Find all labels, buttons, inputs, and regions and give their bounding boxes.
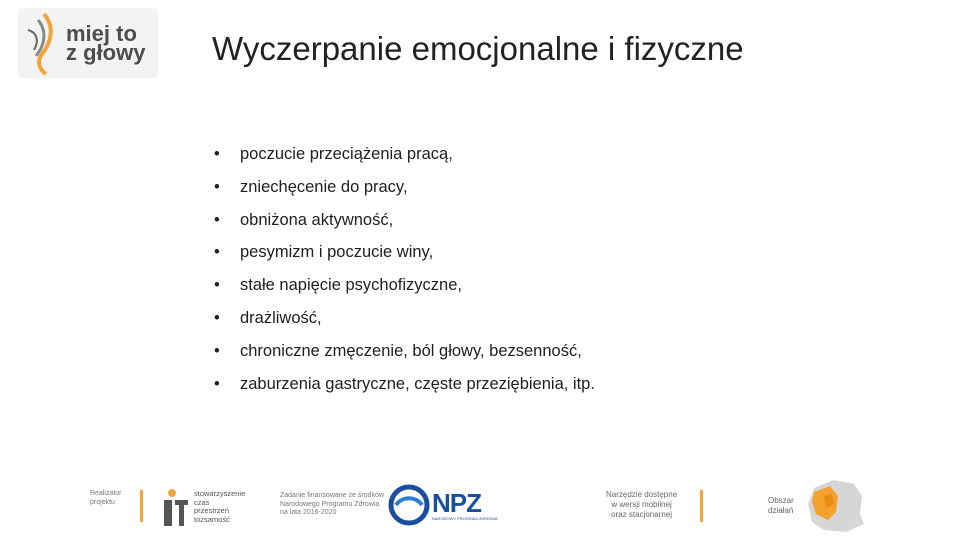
list-item-text: drażliwość, — [240, 308, 322, 327]
realizator-label: Realizator projektu — [90, 490, 122, 506]
list-item-text: stałe napięcie psychofizyczne, — [240, 276, 462, 295]
list-item-text: obniżona aktywność, — [240, 210, 394, 229]
list-item — [214, 375, 595, 408]
npz-logo-text: NPZ — [432, 488, 481, 518]
list-item — [214, 178, 595, 211]
miej-to-z-glowy-logo — [18, 8, 158, 78]
list-item — [214, 309, 595, 342]
page-title: Wyczerpanie emocjonalne i fizyczne — [212, 30, 744, 67]
list-item — [214, 145, 595, 178]
obszar-label: Obszar działań — [768, 496, 794, 515]
divider — [700, 490, 703, 522]
bullet-dot: • — [214, 177, 220, 196]
list-item-text: poczucie przeciążenia pracą, — [240, 145, 453, 163]
npz-emblem-icon — [388, 484, 430, 526]
list-item-text: zaburzenia gastryczne, częste przeziębienia, itp. — [240, 374, 595, 393]
bullet-dot: • — [214, 308, 220, 327]
npz-subtitle: NARODOWY PROGRAM ZDROWIA — [432, 516, 498, 521]
bullet-dot: • — [214, 374, 220, 393]
bullet-dot: • — [214, 210, 220, 229]
bullet-dot: • — [214, 145, 220, 163]
bullet-dot: • — [214, 341, 220, 360]
bullet-list — [214, 145, 595, 407]
list-item-text: pesymizm i poczucie winy, — [240, 243, 434, 262]
list-item — [214, 211, 595, 244]
list-item-text: chroniczne zmęczenie, ból głowy, bezsenność, — [240, 341, 582, 360]
finansowanie-label: Zadanie finansowane ze środków Narodowego Programu Zdrowia na lata 2016-2020 — [280, 492, 384, 516]
narzedzie-label: Narzędzie dostępne w wersji mobilnej oraz stacjonarnej — [606, 490, 678, 519]
list-item-text: zniechęcenie do pracy, — [240, 177, 408, 196]
stowarzyszenie-logo-icon — [162, 488, 190, 526]
bullet-dot: • — [214, 276, 220, 295]
logo-line-2: z głowy — [66, 40, 146, 65]
footer-logos — [0, 476, 960, 540]
list-item — [214, 342, 595, 375]
list-item — [214, 276, 595, 309]
list-item — [214, 243, 595, 276]
bullet-dot: • — [214, 243, 220, 262]
stowarzyszenie-label: stowarzyszenie czas przestrzeń tożsamość — [194, 489, 246, 524]
divider — [140, 490, 143, 522]
poland-map-icon — [806, 478, 866, 534]
logo-figure-icon — [22, 10, 66, 76]
logo-line-1: miej to — [66, 21, 137, 46]
